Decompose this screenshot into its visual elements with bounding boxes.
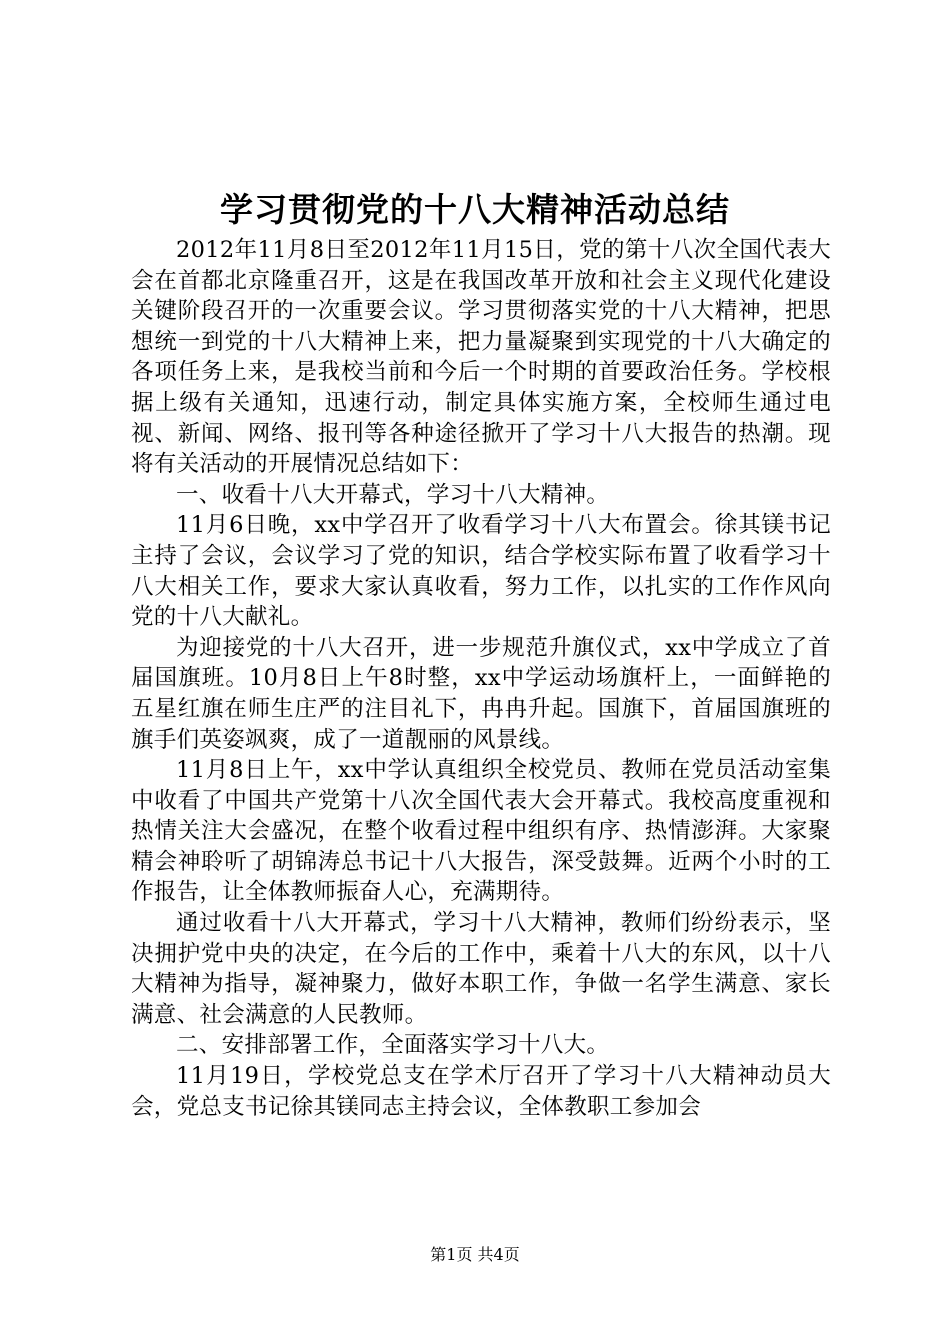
paragraph: 通过收看十八大开幕式，学习十八大精神，教师们纷纷表示，坚决拥护党中央的决定，在今后的工作中，乘着十八大的东风，以十八大精神为指导，凝神聚力，做好本职工作，争做一名学生满意、家长满意、社会满意的人民教师。 — [131, 910, 831, 1028]
paragraph: 11月6日晚，xx中学召开了收看学习十八大布置会。徐其镁书记主持了会议，会议学习了党的知识，结合学校实际布置了收看学习十八大相关工作，要求大家认真收看，努力工作，以扎实的工作作风向党的十八大献礼。 — [131, 512, 831, 631]
page-number-footer: 第1页 共4页 — [430, 1245, 520, 1264]
paragraph: 为迎接党的十八大召开，进一步规范升旗仪式，xx中学成立了首届国旗班。10月8日上午8时整，xx中学运动场旗杆上，一面鲜艳的五星红旗在师生庄严的注目礼下，冉冉升起。国旗下，首届国旗班的旗手们英姿飒爽，成了一道靓丽的风景线。 — [131, 634, 831, 753]
document-body — [131, 235, 831, 1122]
paragraph: 11月8日上午，xx中学认真组织全校党员、教师在党员活动室集中收看了中国共产党第十八次全国代表大会开幕式。我校高度重视和热情关注大会盛况，在整个收看过程中组织有序、热情澎湃。大家聚精会神聆听了胡锦涛总书记十八大报告，深受鼓舞。近两个小时的工作报告，让全体教师振奋人心，充满期待。 — [131, 757, 831, 906]
section-heading-2: 二、安排部署工作，全面落实学习十八大。 — [176, 1032, 610, 1059]
section-heading-1: 一、收看十八大开幕式，学习十八大精神。 — [176, 481, 610, 508]
document-title: 学习贯彻党的十八大精神活动总结 — [220, 190, 730, 229]
paragraph: 11月19日，学校党总支在学术厅召开了学习十八大精神动员大会，党总支书记徐其镁同志主持会议，全体教职工参加会 — [131, 1063, 831, 1120]
paragraph-intro: 2012年11月8日至2012年11月15日，党的第十八次全国代表大会在首都北京隆重召开，这是在我国改革开放和社会主义现代化建设关键阶段召开的一次重要会议。学习贯彻落实党的十八大精神，把思想统一到党的十八大精神上来，把力量凝聚到实现党的十八大确定的各项任务上来，是我校当前和今后一个时期的首要政治任务。学校根据上级有关通知，迅速行动，制定具体实施方案，全校师生通过电视、新闻、网络、报刊等各种途径掀开了学习十八大报告的热潮。现将有关活动的开展情况总结如下： — [131, 237, 831, 478]
